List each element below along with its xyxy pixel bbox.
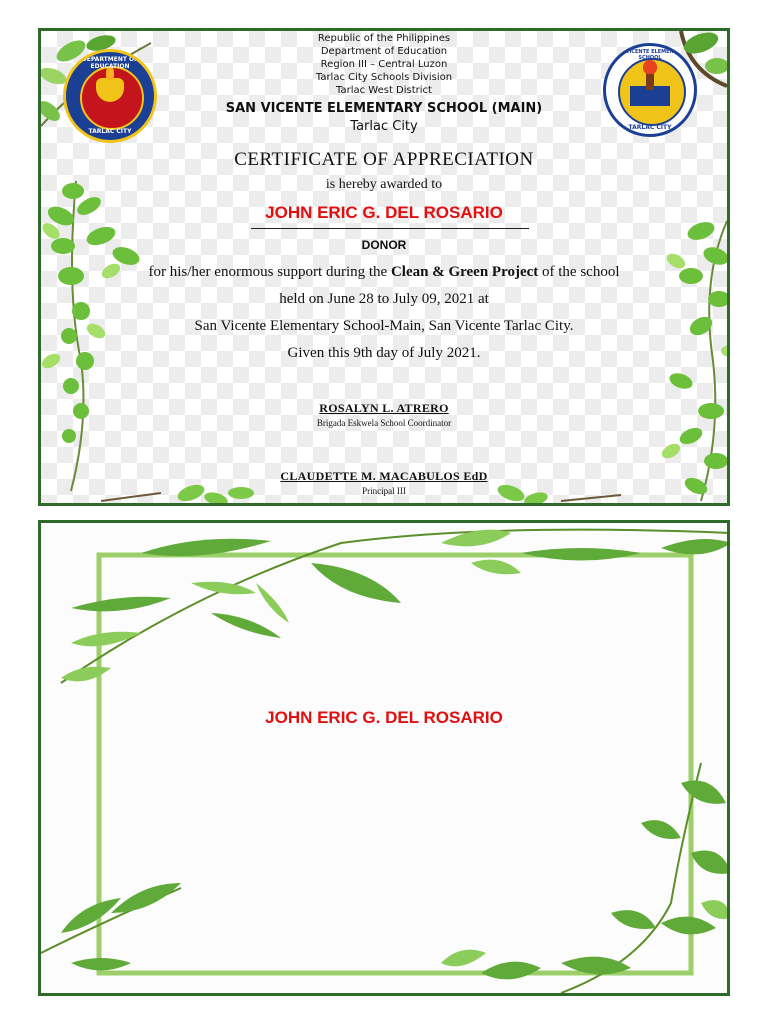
body-suffix: of the school [538,264,620,280]
project-name: Clean & Green Project [390,264,539,280]
header-line: Department of Education [320,46,448,57]
signatory-title: Brigada Eskwela School Coordinator [316,418,452,428]
seal-ring-bottom: TARLAC CITY [88,128,132,135]
school-city: Tarlac City [350,119,418,134]
card-awardee-name: JOHN ERIC G. DEL ROSARIO [265,708,503,727]
leaf-frame-decoration [41,523,727,993]
seal-ring-top: DEPARTMENT OF EDUCATION [81,56,139,70]
name-underline [251,228,529,229]
awardee-name: JOHN ERIC G. DEL ROSARIO [265,203,503,222]
certificate-title: CERTIFICATE OF APPRECIATION [234,149,534,170]
name-card [38,520,730,996]
awardee-role: DONOR [361,238,407,252]
body-line-2: held on June 28 to July 09, 2021 at [279,291,489,307]
header-block [41,32,727,97]
header-line: Tarlac West District [336,85,432,96]
signatory-name: ROSALYN L. ATRERO [319,401,449,415]
signatory-name: CLAUDETTE M. MACABULOS EdD [280,469,488,483]
header-line: Region III – Central Luzon [320,59,448,70]
signatory-title: Principal III [362,486,406,496]
body-line-1 [41,264,727,281]
awarded-text: is hereby awarded to [325,177,443,192]
body-line-3: San Vicente Elementary School-Main, San Vicente Tarlac City. [194,318,574,334]
seal-ring-bottom: TARLAC CITY [628,124,672,131]
seal-ring-top: SAN VICENTE ELEMENTARY SCHOOL [612,49,688,61]
certificate-of-appreciation [38,28,730,506]
body-prefix: for his/her enormous support during the [148,264,391,280]
header-line: Tarlac City Schools Division [315,72,453,83]
body-line-4: Given this 9th day of July 2021. [287,345,481,361]
school-name: SAN VICENTE ELEMENTARY SCHOOL (MAIN) [225,101,543,116]
header-line: Republic of the Philippines [317,33,451,44]
